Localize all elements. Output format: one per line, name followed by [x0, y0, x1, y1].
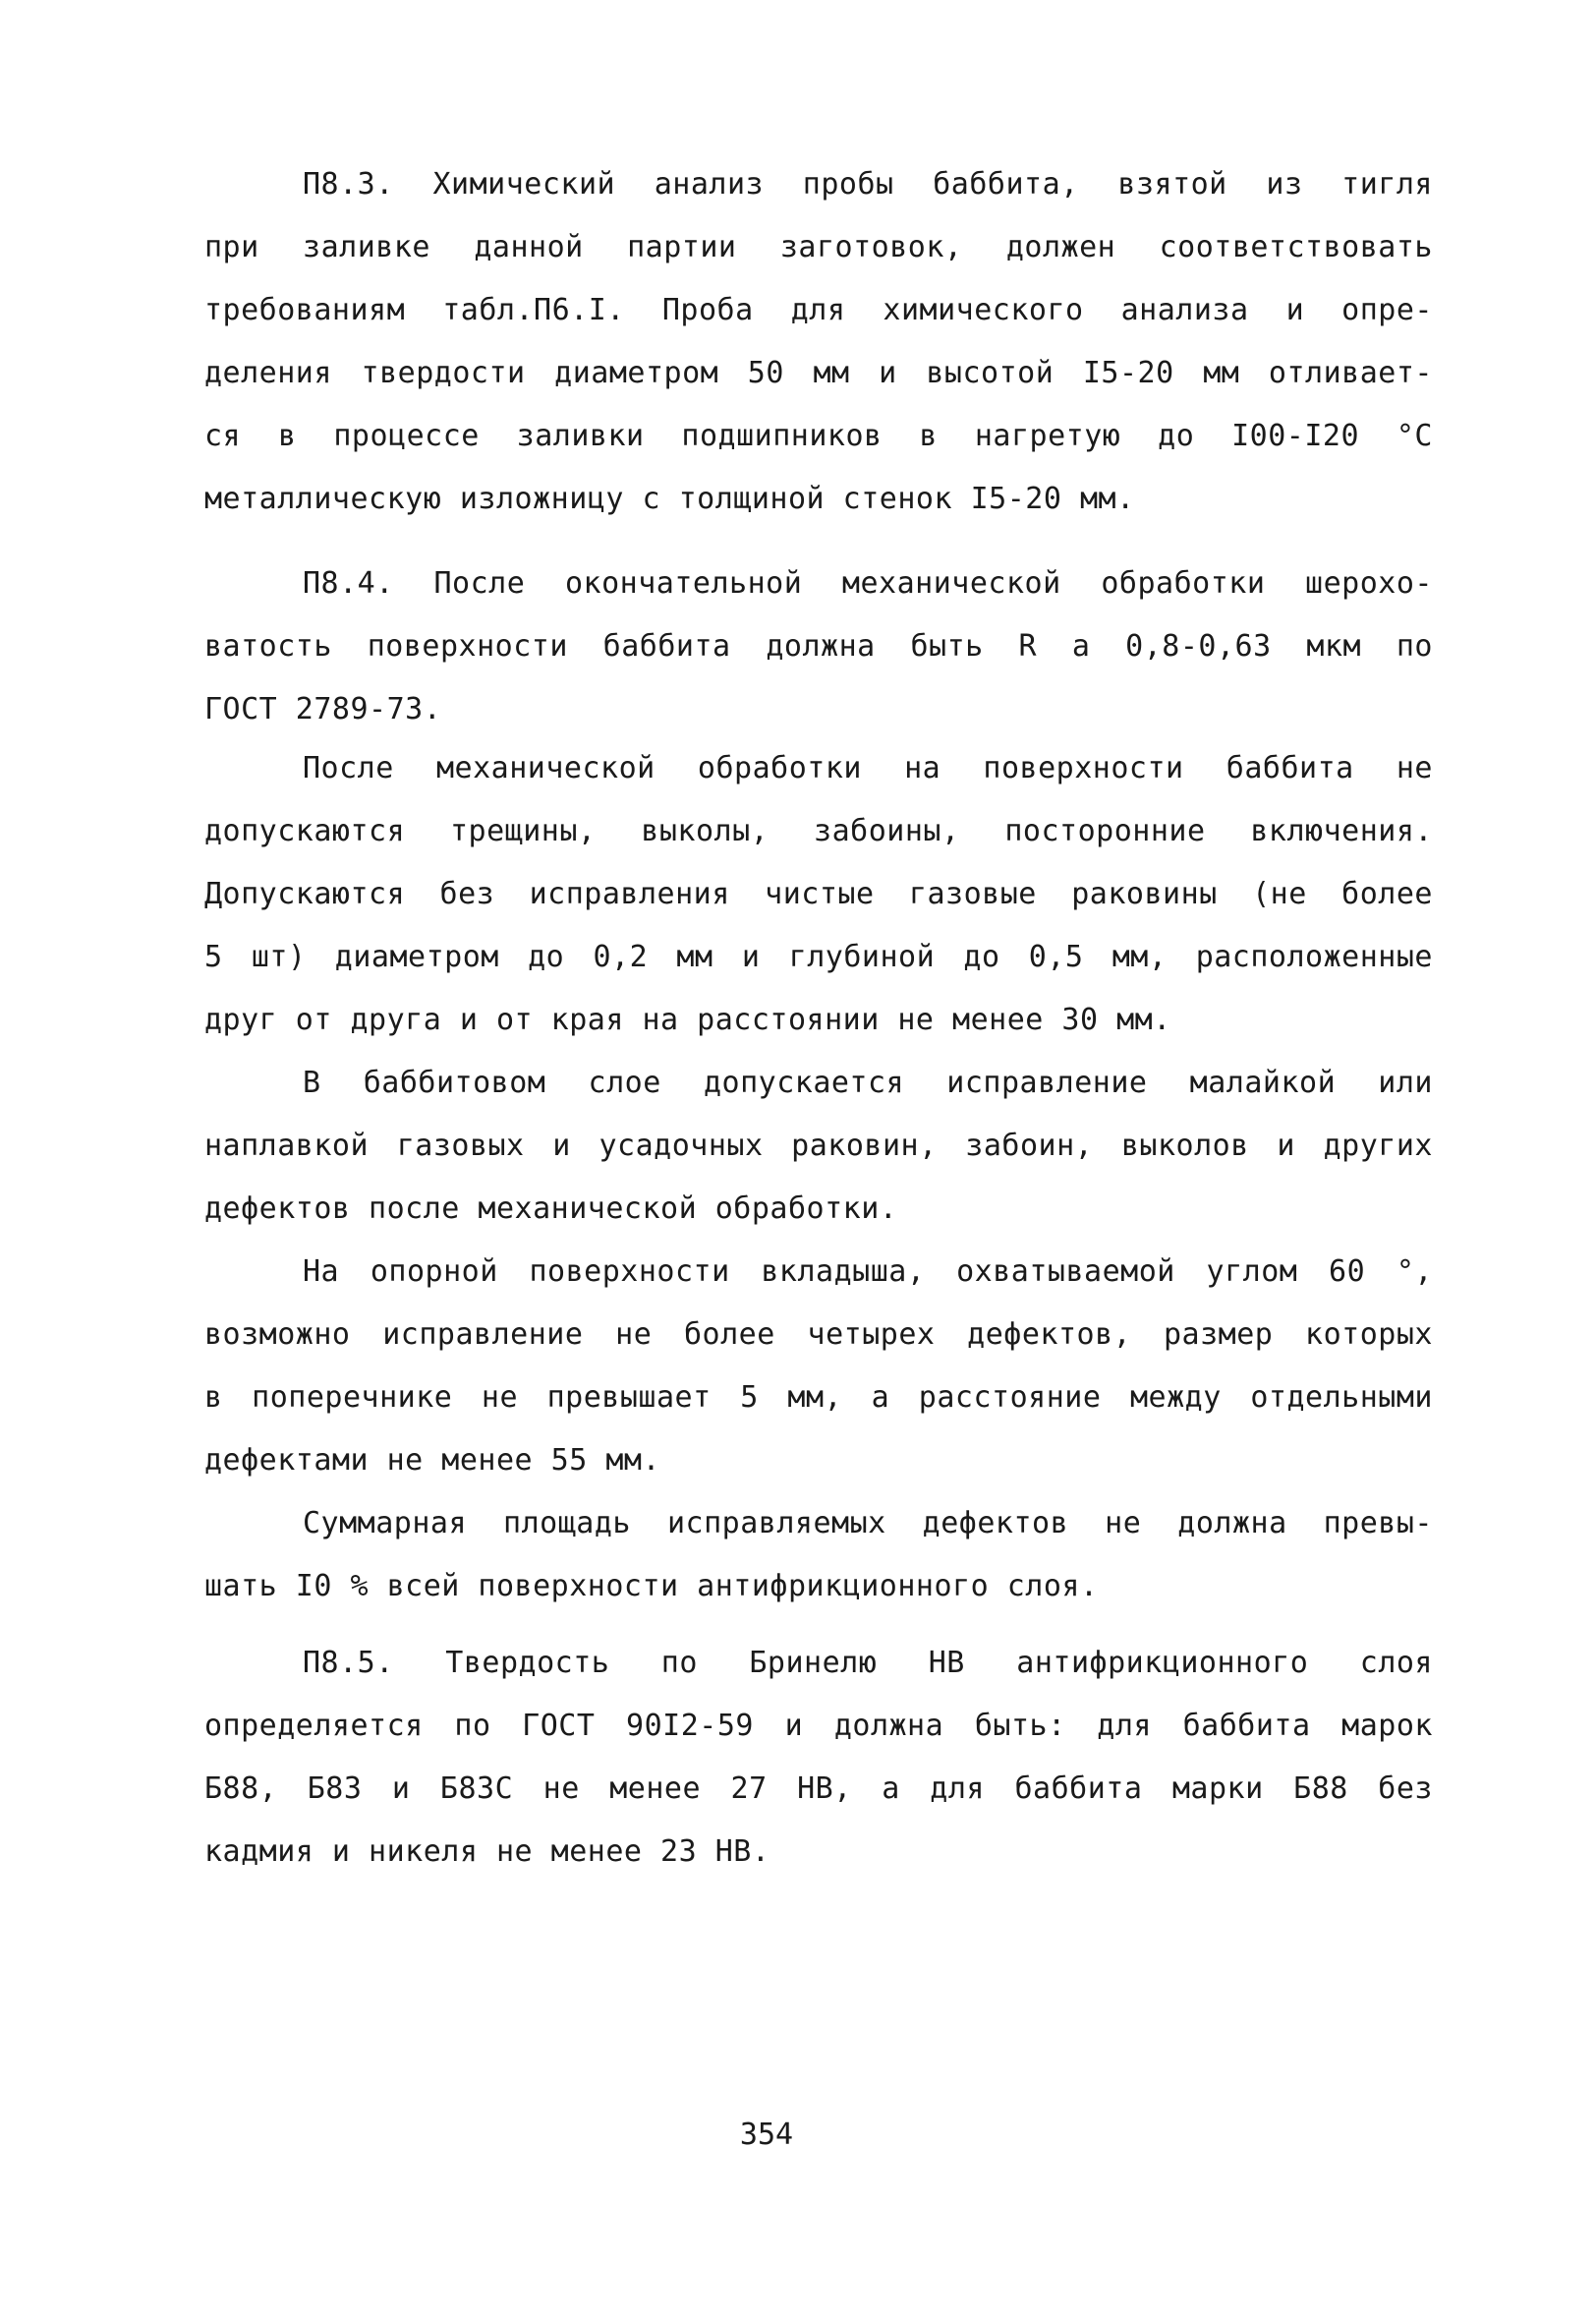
paragraph-area-line-1: Суммарная площадь исправляемых дефектов не должна превы-: [303, 1506, 1433, 1540]
paragraph-support-line-2: возможно исправление не более четырех дефектов, размер которых: [204, 1317, 1433, 1352]
paragraph-p8-3-line-4: деления твердости диаметром 50 мм и высотой I5-20 мм отливает-: [204, 356, 1433, 390]
paragraph-p8-4-line-2: ватость поверхности баббита должна быть R а 0,8-0,63 мкм по: [204, 629, 1433, 664]
page-number: 354: [739, 2118, 794, 2152]
paragraph-repair-line-2: наплавкой газовых и усадочных раковин, забоин, выколов и других: [204, 1129, 1433, 1163]
paragraph-support-line-1: На опорной поверхности вкладыша, охватываемой углом 60 °,: [303, 1254, 1433, 1289]
paragraph-support-line-4: дефектами не менее 55 мм.: [204, 1443, 661, 1478]
paragraph-p8-3-line-3: требованиям табл.П6.I. Проба для химического анализа и опре-: [204, 293, 1433, 327]
paragraph-p8-3-line-1: П8.3. Химический анализ пробы баббита, взятой из тигля: [303, 167, 1433, 202]
paragraph-support-line-3: в поперечнике не превышает 5 мм, а расстояние между отдельными: [204, 1380, 1433, 1415]
paragraph-p8-4-line-3: ГОСТ 2789-73.: [204, 692, 442, 726]
paragraph-p8-3-line-2: при заливке данной партии заготовок, должен соответствовать: [204, 230, 1433, 264]
paragraph-defects-line-5: друг от друга и от края на расстоянии не менее 30 мм.: [204, 1003, 1171, 1037]
paragraph-p8-5-line-1: П8.5. Твердость по Бринелю НВ антифрикционного слоя: [303, 1646, 1433, 1680]
paragraph-p8-3-line-6: металлическую изложницу с толщиной стенок I5-20 мм.: [204, 482, 1135, 516]
paragraph-p8-4-line-1: П8.4. После окончательной механической обработки шерохо-: [303, 566, 1433, 601]
paragraph-defects-line-1: После механической обработки на поверхности баббита не: [303, 751, 1433, 785]
paragraph-p8-5-line-4: кадмия и никеля не менее 23 НВ.: [204, 1834, 770, 1869]
paragraph-area-line-2: шать I0 % всей поверхности антифрикционного слоя.: [204, 1569, 1099, 1603]
paragraph-defects-line-4: 5 шт) диаметром до 0,2 мм и глубиной до 0,5 мм, расположенные: [204, 940, 1433, 974]
paragraph-p8-5-line-3: Б88, Б83 и Б83С не менее 27 НВ, а для баббита марки Б88 без: [204, 1771, 1433, 1806]
paragraph-repair-line-1: В баббитовом слое допускается исправление малайкой или: [303, 1066, 1433, 1100]
paragraph-repair-line-3: дефектов после механической обработки.: [204, 1191, 898, 1226]
paragraph-p8-3-line-5: ся в процессе заливки подшипников в нагретую до I00-I20 °С: [204, 419, 1433, 453]
paragraph-p8-5-line-2: определяется по ГОСТ 90I2-59 и должна быть: для баббита марок: [204, 1709, 1433, 1743]
paragraph-defects-line-2: допускаются трещины, выколы, забоины, посторонние включения.: [204, 814, 1433, 848]
paragraph-defects-line-3: Допускаются без исправления чистые газовые раковины (не более: [204, 877, 1433, 911]
